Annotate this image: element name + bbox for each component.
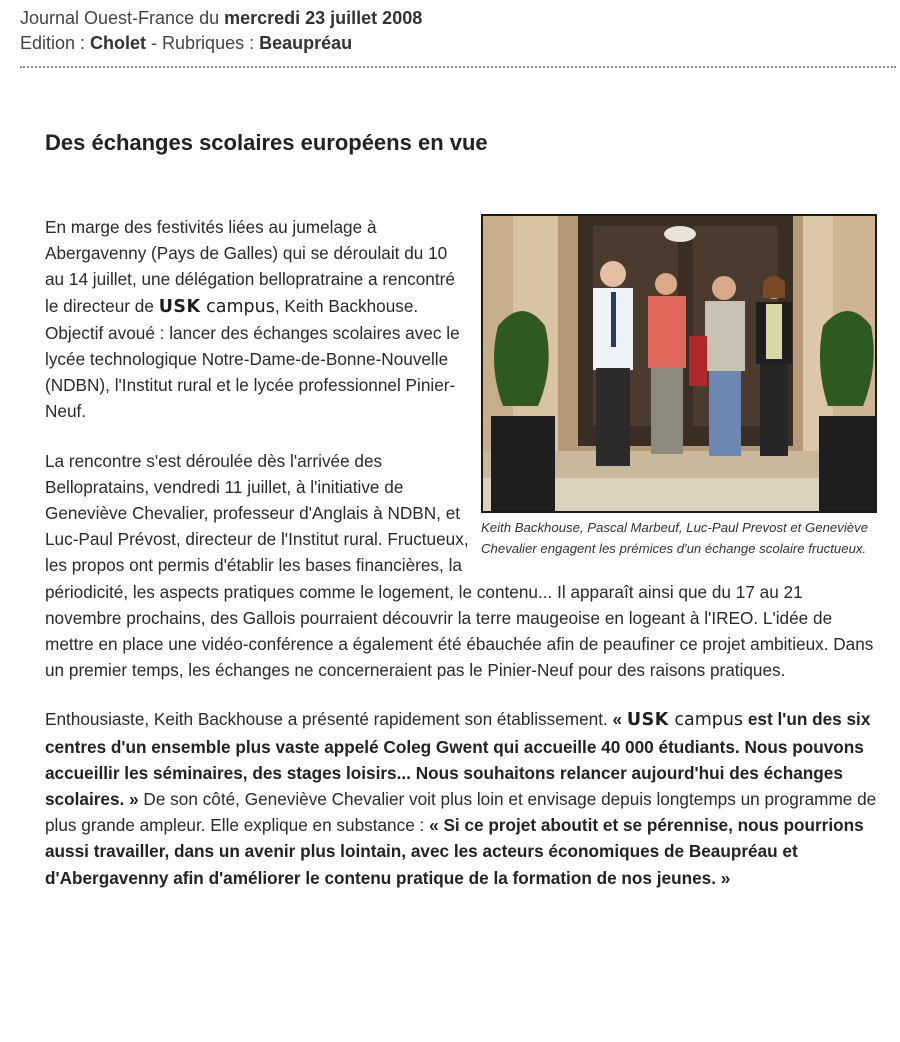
- paragraph-3-text-b: De son côté, Geneviève Chevalier voit plus loin et envisage depuis longtemps un programme de plus grande ampleur. Elle explique en substance :: [45, 789, 877, 836]
- paragraph-3-text-a: Enthousiaste, Keith Backhouse a présenté rapidement son établissement.: [45, 709, 613, 730]
- masthead-line-date: [20, 6, 422, 31]
- paragraph-1-text-b: , Keith Backhouse. Objectif avoué : lancer des échanges scolaires avec le lycée technologique Notre-Dame-de-Bonne-Nouvelle (NDBN), l'Institut rural et le lycée professionnel Pinier-Neuf.: [45, 295, 460, 422]
- article-photo: [481, 214, 877, 513]
- paragraph-3: [45, 706, 877, 890]
- masthead-rubrique-label: - Rubriques :: [146, 33, 260, 53]
- masthead-edition-label: Edition :: [20, 33, 91, 53]
- masthead-date: mercredi 23 juillet 2008: [224, 8, 423, 28]
- article-body: [45, 214, 877, 914]
- article-figure: [481, 214, 877, 559]
- usk-campus-logo: [159, 297, 275, 317]
- group-photo-illustration: [483, 216, 875, 511]
- usk-logo-text: USK: [158, 296, 201, 317]
- usk-campus-logo-quote: [627, 710, 743, 730]
- quote-1: est l'un des six centres d'un ensemble plus vaste appelé Coleg Gwent qui accueille 40 000 étudiants. Nous pouvons accueillir les séminaires, des stages loisirs... Nous souhaitons relancer aujourd'hui des échanges scolaires. »: [45, 709, 871, 810]
- paragraph-1-text-a: En marge des festivités liées au jumelage à Abergavenny (Pays de Galles) qui se déroulait du 10 au 14 juillet, une délégation bellopratraine a rencontré le directeur de: [45, 217, 455, 316]
- dotted-divider: [20, 66, 896, 68]
- usk-logo-text-quote: USK: [626, 710, 669, 731]
- masthead: [20, 6, 422, 56]
- paragraph-2: La rencontre s'est déroulée dès l'arrivée des Bellopratains, vendredi 11 juillet, à l'initiative de Geneviève Chevalier, professeur d'Anglais à NDBN, et Luc-Paul Prévost, directeur de l'Institut rural. Fructueux, les propos ont permis d'établir les bases financières, la périodicité, les aspects pratiques comme le logement, le contenu... Il apparaît ainsi que du 17 au 21 novembre prochains, des Gallois pourraient découvrir la terre maugeoise en logeant à l'IREO. L'idée de mettre en place une vidéo-conférence a également été ébauchée afin de peaufiner ce projet ambitieux. Dans un premier temps, les échanges ne concerneraient pas le Pinier-Neuf pour des raisons pratiques.: [45, 450, 874, 681]
- campus-logo-text-quote: campus: [674, 710, 744, 731]
- masthead-rubrique: Beaupréau: [259, 33, 353, 53]
- photo-caption: Keith Backhouse, Pascal Marbeuf, Luc-Paul Prevost et Geneviève Chevalier engagent les prémices d'un échange scolaire fructueux.: [481, 520, 869, 556]
- campus-logo-text: campus: [206, 296, 275, 317]
- quote-1-open: «: [612, 709, 627, 730]
- quote-2: « Si ce projet aboutit et se pérennise, nous pourrions aussi travailler, dans un avenir plus lointain, avec les acteurs économiques de Beaupréau et d'Abergavenny afin d'améliorer le contenu pratique de la formation de nos jeunes. »: [45, 815, 864, 888]
- masthead-line-edition: [20, 31, 422, 56]
- masthead-journal: Journal Ouest-France du: [20, 8, 225, 28]
- article-title: Des échanges scolaires européens en vue: [45, 130, 488, 155]
- masthead-edition: Cholet: [90, 33, 147, 53]
